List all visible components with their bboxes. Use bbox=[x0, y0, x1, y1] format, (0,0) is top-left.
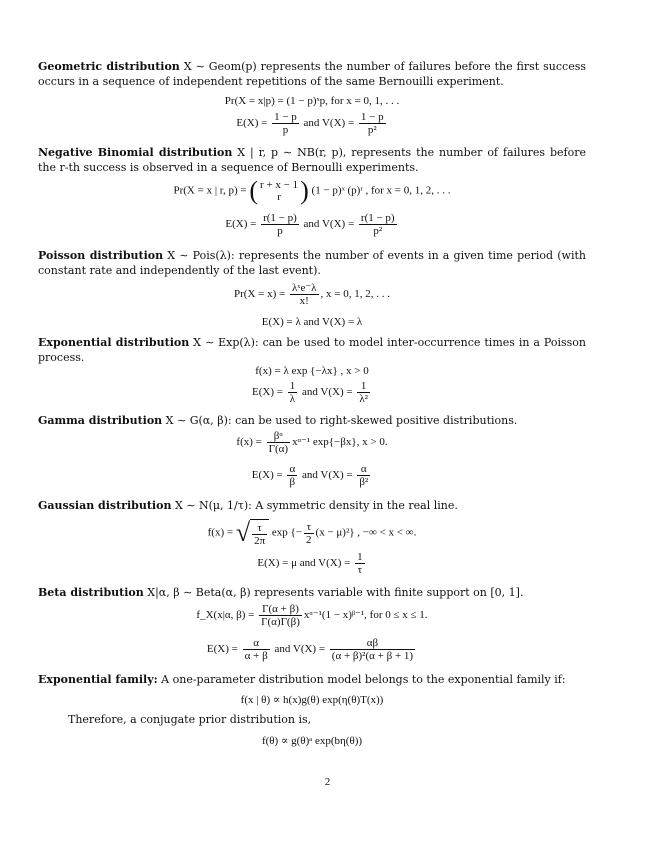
binom-bottom: r bbox=[277, 191, 281, 203]
poisson-paragraph bbox=[38, 249, 586, 278]
beta-heading: Beta distribution bbox=[38, 586, 144, 599]
page-number: 2 bbox=[324, 776, 331, 788]
numerator: βᵅ bbox=[267, 430, 290, 443]
eq-label: , x = 0, 1, 2, . . . bbox=[320, 288, 390, 301]
eq-label: f_X(x|α, β) = bbox=[196, 609, 255, 622]
eq-label: and V(X) = bbox=[274, 643, 326, 656]
denominator: β bbox=[289, 476, 296, 488]
denominator: λ² bbox=[359, 393, 368, 405]
denominator: 2π bbox=[254, 535, 266, 547]
beta-text: X|α, β ∼ Beta(α, β) represents variable with finite support on [0, 1]. bbox=[147, 586, 524, 599]
fraction bbox=[267, 430, 290, 455]
eq-label: and V(X) = bbox=[303, 218, 355, 231]
right-paren: ) bbox=[300, 176, 309, 205]
fraction bbox=[243, 637, 270, 662]
fraction bbox=[357, 463, 370, 488]
denominator: β² bbox=[359, 476, 369, 488]
eq-label: (1 − p)ˣ (p)ʳ , for x = 0, 1, 2, . . . bbox=[311, 184, 451, 197]
geometric-paragraph bbox=[38, 60, 586, 89]
eq-label: (x − μ)²} , −∞ < x < ∞. bbox=[315, 526, 417, 539]
fraction bbox=[290, 282, 319, 307]
expfamily-equation: f(x | θ) ∝ h(x)g(θ) exp(η(θ)T(x)) bbox=[240, 694, 384, 706]
numerator: α bbox=[243, 637, 270, 650]
denominator: p² bbox=[367, 124, 377, 136]
negbin-paragraph bbox=[38, 146, 586, 175]
numerator: α bbox=[289, 463, 296, 475]
poisson-moments-equation: E(X) = λ and V(X) = λ bbox=[261, 316, 363, 328]
square-root bbox=[236, 518, 269, 548]
denominator: p bbox=[282, 124, 289, 136]
gamma-moments-equation bbox=[38, 463, 586, 488]
denominator: α + β bbox=[244, 650, 268, 662]
gamma-heading: Gamma distribution bbox=[38, 414, 163, 427]
numerator: 1 − p bbox=[360, 111, 384, 123]
eq-label: E(X) = bbox=[206, 643, 238, 656]
radicand bbox=[250, 519, 269, 547]
expfamily-paragraph-2 bbox=[38, 713, 586, 728]
denominator: p bbox=[277, 225, 283, 237]
gaussian-pdf-equation bbox=[38, 518, 586, 548]
denominator: 2 bbox=[306, 533, 312, 546]
exponential-paragraph bbox=[38, 336, 586, 365]
numerator: r(1 − p) bbox=[263, 212, 297, 224]
fraction bbox=[272, 111, 299, 136]
numerator: λˣe⁻λ bbox=[291, 282, 317, 294]
gamma-paragraph bbox=[38, 414, 586, 429]
fraction bbox=[288, 380, 298, 405]
negbin-pmf-equation bbox=[38, 176, 586, 206]
gaussian-text: X ∼ N(μ, 1/τ): A symmetric density in the real line. bbox=[174, 499, 458, 512]
fraction bbox=[330, 637, 415, 662]
denominator: x! bbox=[299, 295, 309, 307]
expfamily-text: A one-parameter distribution model belongs to the exponential family if: bbox=[161, 673, 566, 686]
geometric-pmf-equation: Pr(X = x|p) = (1 − p)ˣp, for x = 0, 1, . . . bbox=[224, 95, 400, 107]
eq-label: Pr(X = x | r, p) = bbox=[173, 184, 247, 197]
left-paren: ( bbox=[249, 176, 259, 205]
exponential-pdf-equation: f(x) = λ exp {−λx} , x > 0 bbox=[255, 365, 369, 377]
eq-label: f(x) = bbox=[207, 526, 234, 539]
exponential-moments-equation bbox=[38, 380, 586, 405]
poisson-heading: Poisson distribution bbox=[38, 249, 164, 262]
fraction bbox=[355, 551, 365, 576]
eq-label: E(X) = μ and V(X) = bbox=[257, 557, 351, 570]
denominator: τ bbox=[357, 564, 363, 576]
radical-sign: √ bbox=[235, 518, 251, 547]
beta-moments-equation bbox=[38, 637, 586, 662]
numerator: α bbox=[357, 463, 370, 476]
eq-label: xᵅ⁻¹ exp{−βx}, x > 0. bbox=[292, 436, 388, 449]
numerator: τ bbox=[252, 522, 267, 535]
gamma-text: X ∼ G(α, β): can be used to right-skewed positive distributions. bbox=[165, 414, 518, 427]
eq-label: exp {− bbox=[271, 526, 303, 539]
binom-top: r + x − 1 bbox=[260, 179, 299, 191]
numerator: 1 bbox=[357, 551, 363, 563]
eq-label: f(x) = bbox=[236, 436, 262, 449]
eq-label: and V(X) = bbox=[303, 117, 355, 130]
beta-pdf-equation bbox=[38, 603, 586, 628]
negbin-text: X | r, p ∼ NB(r, p), represents the number of failures before the r-th success is observed in a sequence of Bernoulli experiments. bbox=[38, 146, 586, 174]
gamma-pdf-equation bbox=[38, 430, 586, 455]
poisson-text: X ∼ Pois(λ): represents the number of events in a given time period (with constant rate and independently of the last event). bbox=[38, 249, 586, 277]
fraction bbox=[259, 603, 302, 628]
expfamily-paragraph bbox=[38, 673, 586, 688]
eq-label: E(X) = bbox=[251, 469, 283, 482]
fraction bbox=[304, 521, 314, 546]
numerator: Γ(α + β) bbox=[259, 603, 302, 616]
numerator: 1 bbox=[357, 380, 370, 393]
beta-paragraph bbox=[38, 586, 586, 601]
eq-label: and V(X) = bbox=[301, 469, 353, 482]
fraction bbox=[252, 522, 267, 547]
gaussian-moments-equation bbox=[38, 551, 586, 576]
geometric-moments-equation bbox=[38, 111, 586, 136]
gaussian-heading: Gaussian distribution bbox=[38, 499, 172, 512]
numerator: τ bbox=[304, 521, 314, 534]
denominator: Γ(α)Γ(β) bbox=[261, 616, 300, 628]
negbin-heading: Negative Binomial distribution bbox=[38, 146, 233, 159]
numerator: αβ bbox=[330, 637, 415, 650]
conjugate-prior-equation: f(θ) ∝ g(θ)ᵃ exp(bη(θ)) bbox=[261, 735, 363, 747]
denominator: Γ(α) bbox=[268, 443, 289, 455]
numerator: 1 bbox=[289, 380, 296, 392]
gaussian-paragraph bbox=[38, 499, 586, 514]
geometric-heading: Geometric distribution bbox=[38, 60, 180, 73]
numerator: 1 − p bbox=[274, 111, 297, 123]
fraction bbox=[261, 212, 299, 237]
exponential-text: X ∼ Exp(λ): can be used to model inter-occurrence times in a Poisson process. bbox=[38, 336, 586, 364]
binomial bbox=[260, 179, 298, 203]
eq-label: Pr(X = x) = bbox=[234, 288, 286, 301]
expfamily-heading: Exponential family: bbox=[38, 673, 158, 686]
denominator: p² bbox=[373, 225, 383, 237]
denominator: (α + β)²(α + β + 1) bbox=[331, 650, 414, 662]
eq-label: xᵅ⁻¹(1 − x)ᵝ⁻¹, for 0 ≤ x ≤ 1. bbox=[303, 609, 428, 622]
fraction bbox=[359, 111, 386, 136]
numerator: r(1 − p) bbox=[360, 212, 395, 224]
fraction bbox=[359, 212, 397, 237]
poisson-pmf-equation bbox=[38, 282, 586, 307]
fraction bbox=[357, 380, 370, 405]
eq-label: E(X) = bbox=[225, 218, 257, 231]
eq-label: E(X) = bbox=[236, 117, 268, 130]
fraction bbox=[287, 463, 297, 488]
eq-label: and V(X) = bbox=[301, 386, 353, 399]
expfamily-text-2: Therefore, a conjugate prior distribution is, bbox=[68, 713, 312, 726]
eq-label: E(X) = bbox=[252, 386, 283, 399]
exponential-heading: Exponential distribution bbox=[38, 336, 190, 349]
denominator: λ bbox=[289, 393, 296, 405]
negbin-moments-equation bbox=[38, 212, 586, 237]
geometric-text: X ∼ Geom(p) represents the number of failures before the first success occurs in a sequence of independent repetitions of the same Bernouilli experiment. bbox=[38, 60, 587, 88]
